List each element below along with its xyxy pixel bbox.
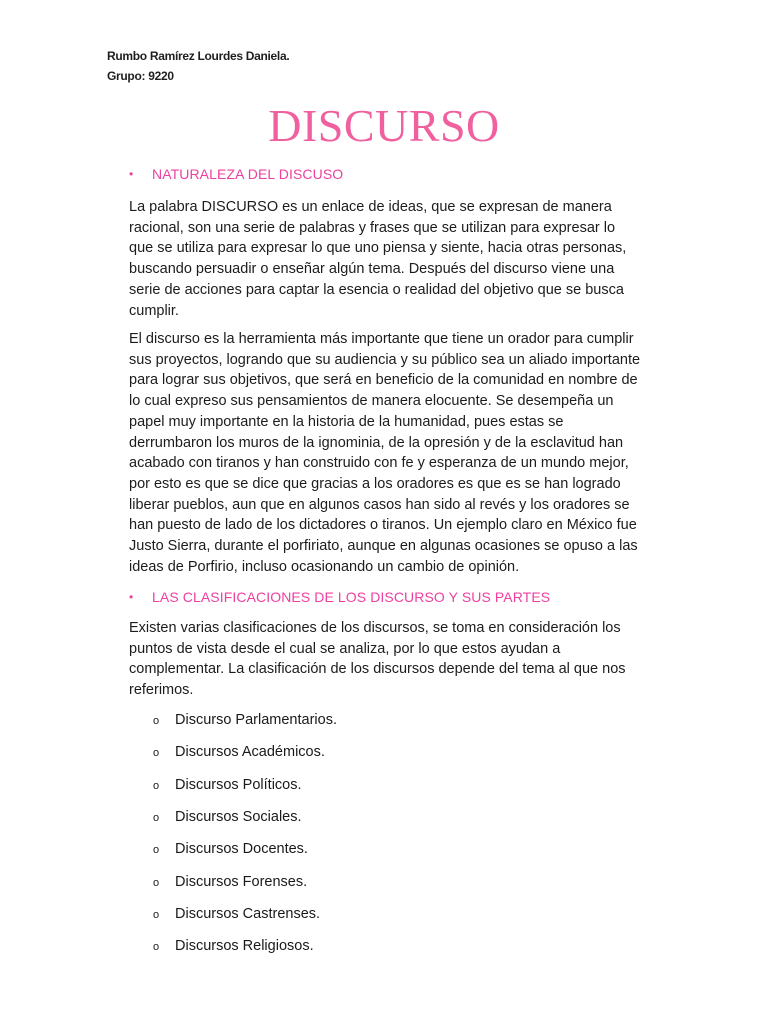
author-block: [107, 46, 289, 86]
circle-bullet-icon: o: [153, 715, 160, 727]
list-item: [0, 709, 500, 731]
paragraph-line: liberar pueblos, aun que en algunos casos han sido al revés y los oradores se: [129, 496, 630, 513]
list-item: [0, 871, 500, 893]
group-number: Grupo: 9220: [107, 69, 174, 83]
list-item: [0, 903, 500, 925]
list-item-text: Discursos Académicos.: [175, 744, 325, 761]
paragraph-line: buscando persuadir o enseñar algún tema. Después del discurso viene una: [129, 261, 615, 278]
list-item-text: Discursos Políticos.: [175, 776, 302, 793]
paragraph-line: ideas de Porfirio, incluso ocasionando un cambio de opinión.: [129, 558, 520, 575]
paragraph: [129, 329, 659, 577]
section-heading-clasificaciones: [129, 587, 551, 607]
paragraph: [129, 197, 659, 321]
paragraph-line: Justo Sierra, durante el porfiriato, aunque en algunas ocasiones se opuso a las: [129, 538, 638, 555]
list-item-text: Discurso Parlamentarios.: [175, 712, 337, 728]
circle-bullet-icon: o: [153, 941, 160, 954]
paragraph-line: serie de acciones para captar la esencia o realidad del objetivo que se busca: [129, 281, 624, 298]
paragraph-line: racional, son una serie de palabras y frases que se utilizan para expresar lo: [129, 219, 616, 236]
circle-bullet-icon: o: [153, 747, 160, 760]
list-item-text: Discursos Sociales.: [175, 808, 302, 825]
paragraph-line: acabado con tiranos y han construido con fe y esperanza de un mundo mejor,: [129, 455, 629, 472]
paragraph-line: sus proyectos, logrando que su audiencia y su público sea un aliado importante: [129, 351, 641, 368]
circle-bullet-icon: o: [153, 811, 160, 824]
section-heading-text: NATURALEZA DEL DISCUSO: [152, 166, 344, 182]
paragraph-line: han puesto de lado de los dictadores o tiranos. Un ejemplo claro en México fue: [129, 517, 637, 534]
list-item: [0, 838, 500, 860]
bullet-icon: •: [129, 167, 134, 181]
paragraph-line: cumplir.: [129, 302, 179, 319]
document-title: DISCURSO: [268, 100, 500, 151]
paragraph-line: por esto es que se dice que gracias a los oradores es que es se han logrado: [129, 475, 621, 492]
list-item: [0, 806, 500, 828]
paragraph: [129, 618, 659, 701]
paragraph-line: referimos.: [129, 682, 194, 699]
list-item: [0, 741, 500, 763]
list-item-text: Discursos Forenses.: [175, 873, 308, 890]
paragraph-line: lo cual expreso sus pensamientos de manera elocuente. Se desempeña un: [129, 393, 614, 410]
paragraph-line: que se utiliza para expresar lo que uno piensa y siente, hacia otras personas,: [129, 240, 627, 257]
section-heading-naturaleza: [129, 164, 344, 184]
paragraph-line: Existen varias clasificaciones de los discursos, se toma en consideración los: [129, 620, 621, 636]
circle-bullet-icon: o: [153, 908, 160, 921]
paragraph-line: papel muy importante en la historia de la humanidad, pues estas se: [129, 413, 564, 430]
paragraph-line: derrumbaron los muros de la ignominia, de la opresión y de la esclavitud han: [129, 434, 624, 451]
paragraph-line: para lograr sus objetivos, que será en beneficio de la comunidad en nombre de: [129, 372, 638, 389]
circle-bullet-icon: o: [153, 779, 160, 792]
paragraph-line: El discurso es la herramienta más importante que tiene un orador para cumplir: [129, 331, 634, 347]
paragraph-line: complementar. La clasificación de los discursos depende del tema al que nos: [129, 661, 626, 678]
bullet-icon: •: [129, 590, 134, 604]
list-item: [0, 935, 500, 957]
list-item: [0, 774, 500, 796]
section-heading-text: LAS CLASIFICACIONES DE LOS DISCURSO Y SUS PARTES: [152, 589, 551, 605]
circle-bullet-icon: o: [153, 844, 160, 857]
paragraph-line: La palabra DISCURSO es un enlace de ideas, que se expresan de manera: [129, 199, 612, 215]
author-name: Rumbo Ramírez Lourdes Daniela.: [107, 49, 290, 63]
list-item-text: Discursos Castrenses.: [175, 905, 321, 922]
list-item-text: Discursos Religiosos.: [175, 938, 314, 955]
circle-bullet-icon: o: [153, 876, 160, 889]
list-item-text: Discursos Docentes.: [175, 841, 308, 858]
paragraph-line: puntos de vista desde el cual se analiza, por lo que estos ayudan a: [129, 640, 561, 657]
